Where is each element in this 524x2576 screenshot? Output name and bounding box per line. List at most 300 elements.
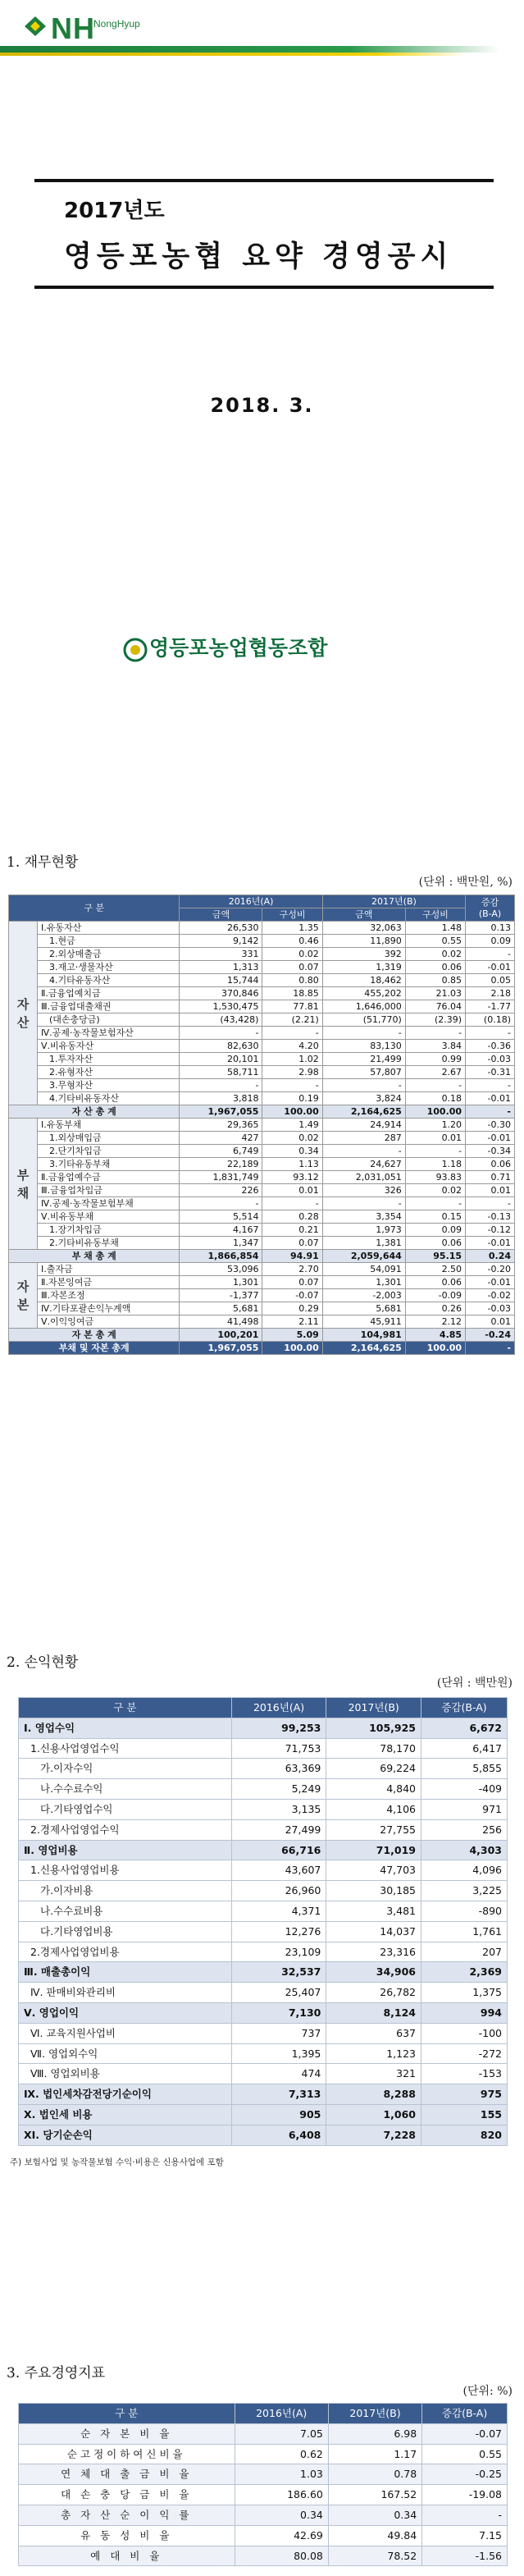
table-row bbox=[9, 1210, 515, 1224]
financial-status-table bbox=[8, 895, 515, 1355]
cell-value: 0.71 bbox=[466, 1171, 515, 1184]
total-value: 100,201 bbox=[180, 1329, 262, 1342]
cell-value: 53,096 bbox=[180, 1263, 262, 1276]
row-label: Ⅲ.금융업차입금 bbox=[38, 1184, 180, 1197]
cell-value: 15,744 bbox=[180, 974, 262, 987]
cell-value: 5,249 bbox=[231, 1779, 326, 1800]
table-row bbox=[9, 1276, 515, 1289]
row-label: Ⅹ. 법인세 비용 bbox=[19, 2104, 232, 2125]
cell-value: 3,354 bbox=[322, 1210, 405, 1224]
total-value: 1,967,055 bbox=[180, 1105, 262, 1119]
row-label: Ⅲ. 매출총이익 bbox=[19, 1962, 232, 1983]
table-row bbox=[9, 1027, 515, 1040]
row-label: Ⅷ. 영업외비용 bbox=[19, 2064, 232, 2084]
cell-value: 226 bbox=[180, 1184, 262, 1197]
table-row bbox=[19, 2444, 508, 2464]
table-row bbox=[19, 1942, 508, 1962]
cell-value: 34,906 bbox=[326, 1962, 421, 1983]
cell-value: 0.02 bbox=[405, 1184, 465, 1197]
cell-value: 2,031,051 bbox=[322, 1171, 405, 1184]
row-label: 1.현금 bbox=[38, 935, 180, 948]
row-label: 1.신용사업영업비용 bbox=[19, 1860, 232, 1881]
cell-value: 1,530,475 bbox=[180, 1000, 262, 1013]
cell-value: 7.05 bbox=[235, 2423, 328, 2444]
cell-value: 0.34 bbox=[235, 2505, 328, 2525]
cell-value: -0.12 bbox=[466, 1224, 515, 1237]
cell-value: 27,499 bbox=[231, 1819, 326, 1840]
row-label: Ⅳ.공제·농작물보험자산 bbox=[38, 1027, 180, 1040]
cell-value: 0.55 bbox=[422, 2444, 508, 2464]
title-rule-top bbox=[34, 179, 494, 182]
row-label: Ⅰ.유동부채 bbox=[38, 1119, 180, 1132]
table-row bbox=[9, 1289, 515, 1302]
cell-value: 1,761 bbox=[421, 1921, 508, 1942]
cell-value: 1.49 bbox=[262, 1119, 322, 1132]
table-row bbox=[9, 922, 515, 935]
cell-value: - bbox=[405, 1197, 465, 1210]
table-row bbox=[19, 1738, 508, 1759]
cell-value: 14,037 bbox=[326, 1921, 421, 1942]
table-row bbox=[9, 1171, 515, 1184]
cell-value: 12,276 bbox=[231, 1921, 326, 1942]
col-header-2017: 2017년(B) bbox=[322, 895, 465, 908]
total-value: 4.85 bbox=[405, 1329, 465, 1342]
cell-value: 1.02 bbox=[262, 1053, 322, 1066]
cell-value: 207 bbox=[421, 1942, 508, 1962]
cell-value: - bbox=[180, 1197, 262, 1210]
row-label: Ⅰ.유동자산 bbox=[38, 922, 180, 935]
row-label: 가.이자수익 bbox=[19, 1759, 232, 1779]
cell-value: 0.01 bbox=[466, 1315, 515, 1329]
table-row bbox=[19, 1901, 508, 1921]
col-header-amount-2016: 금액 bbox=[180, 908, 262, 922]
row-label: 2.외상매출금 bbox=[38, 948, 180, 961]
cell-value: 47,703 bbox=[326, 1860, 421, 1881]
cell-value: 1.13 bbox=[262, 1158, 322, 1171]
title-rule-bottom bbox=[34, 286, 494, 289]
col-header-ratio-2016: 구성비 bbox=[262, 908, 322, 922]
cell-value: 0.55 bbox=[405, 935, 465, 948]
logo-text: NH bbox=[51, 11, 95, 45]
row-label: ⅩⅠ. 당기순손익 bbox=[19, 2125, 232, 2145]
row-label: Ⅸ. 법인세차감전당기순이익 bbox=[19, 2084, 232, 2105]
row-label: 유 동 성 비 율 bbox=[19, 2525, 235, 2546]
table-row bbox=[19, 2464, 508, 2485]
col-header-amount-2017: 금액 bbox=[322, 908, 405, 922]
table-row bbox=[9, 1000, 515, 1013]
cell-value: 0.28 bbox=[262, 1210, 322, 1224]
cell-value: 0.78 bbox=[328, 2464, 421, 2485]
row-label: 총 자 산 순 이 익 률 bbox=[19, 2505, 235, 2525]
total-value: 94.91 bbox=[262, 1250, 322, 1263]
cell-value: 0.85 bbox=[405, 974, 465, 987]
table-row bbox=[9, 1053, 515, 1066]
cell-value: 1.18 bbox=[405, 1158, 465, 1171]
table-row bbox=[9, 1302, 515, 1315]
cell-value: (0.18) bbox=[466, 1013, 515, 1027]
row-label: Ⅵ. 교육지원사업비 bbox=[19, 2023, 232, 2043]
cell-value: -0.01 bbox=[466, 1237, 515, 1250]
cell-value: 2.50 bbox=[405, 1263, 465, 1276]
cell-value: 57,807 bbox=[322, 1066, 405, 1079]
grand-total-value: 100.00 bbox=[262, 1342, 322, 1355]
cell-value: 392 bbox=[322, 948, 405, 961]
table-row bbox=[9, 1197, 515, 1210]
total-label: 부 채 총 계 bbox=[9, 1250, 180, 1263]
t2-header-diff: 증감(B-A) bbox=[421, 1698, 508, 1718]
col-header-category: 구 분 bbox=[9, 895, 180, 922]
cell-value: 23,316 bbox=[326, 1942, 421, 1962]
cell-value: 2.12 bbox=[405, 1315, 465, 1329]
cell-value: 0.09 bbox=[466, 935, 515, 948]
cell-value: - bbox=[180, 1079, 262, 1092]
table-row bbox=[9, 1079, 515, 1092]
cell-value: -0.01 bbox=[466, 1092, 515, 1105]
cell-value: 256 bbox=[421, 1819, 508, 1840]
cell-value: - bbox=[405, 1027, 465, 1040]
table-row bbox=[9, 974, 515, 987]
row-label: 연 체 대 출 금 비 율 bbox=[19, 2464, 235, 2485]
cell-value: (51,770) bbox=[322, 1013, 405, 1027]
table-row bbox=[19, 2525, 508, 2546]
row-label: Ⅲ.자본조정 bbox=[38, 1289, 180, 1302]
cell-value: 167.52 bbox=[328, 2485, 421, 2505]
table-row bbox=[19, 1983, 508, 2003]
cell-value: 1.35 bbox=[262, 922, 322, 935]
cell-value: 1,973 bbox=[322, 1224, 405, 1237]
table-row bbox=[19, 2084, 508, 2105]
unit-note-financial: (단위 : 백만원, %) bbox=[418, 876, 513, 889]
col-header-ratio-2017: 구성비 bbox=[405, 908, 465, 922]
row-label: Ⅳ.공제·농작물보험부채 bbox=[38, 1197, 180, 1210]
cell-value: -0.25 bbox=[422, 2464, 508, 2485]
cell-value: 45,911 bbox=[322, 1315, 405, 1329]
cell-value: 0.07 bbox=[262, 961, 322, 974]
cell-value: 6,749 bbox=[180, 1145, 262, 1158]
row-label: 1.외상매입금 bbox=[38, 1132, 180, 1145]
row-label: 1.신용사업영업수익 bbox=[19, 1738, 232, 1759]
table-row bbox=[9, 1263, 515, 1276]
row-label: 대 손 충 당 금 비 율 bbox=[19, 2485, 235, 2505]
cell-value: 77.81 bbox=[262, 1000, 322, 1013]
table-row bbox=[19, 2485, 508, 2505]
table-row bbox=[19, 2104, 508, 2125]
total-row-asset bbox=[9, 1105, 515, 1119]
cell-value: 820 bbox=[421, 2125, 508, 2145]
cell-value: -0.36 bbox=[466, 1040, 515, 1053]
row-label: Ⅱ.금융업예수금 bbox=[38, 1171, 180, 1184]
cell-value: 0.06 bbox=[466, 1158, 515, 1171]
cell-value: 1,375 bbox=[421, 1983, 508, 2003]
cell-value: 994 bbox=[421, 2002, 508, 2023]
cell-value: - bbox=[405, 1145, 465, 1158]
table-row bbox=[19, 2423, 508, 2444]
cell-value: 905 bbox=[231, 2104, 326, 2125]
table-row bbox=[19, 1881, 508, 1901]
cell-value: 4,303 bbox=[421, 1840, 508, 1860]
cell-value: 455,202 bbox=[322, 987, 405, 1000]
row-label: Ⅳ.기타포괄손익누계액 bbox=[38, 1302, 180, 1315]
cell-value: 11,890 bbox=[322, 935, 405, 948]
cell-value: -890 bbox=[421, 1901, 508, 1921]
total-row-debt bbox=[9, 1250, 515, 1263]
cell-value: 287 bbox=[322, 1132, 405, 1145]
cell-value: 1,319 bbox=[322, 961, 405, 974]
cell-value: - bbox=[422, 2505, 508, 2525]
total-value: -0.24 bbox=[466, 1329, 515, 1342]
cell-value: 2.18 bbox=[466, 987, 515, 1000]
table-row bbox=[9, 961, 515, 974]
cell-value: -100 bbox=[421, 2023, 508, 2043]
row-label: 2.경제사업영업수익 bbox=[19, 1819, 232, 1840]
total-value: 100.00 bbox=[262, 1105, 322, 1119]
cell-value: 0.34 bbox=[262, 1145, 322, 1158]
row-label: 순 자 본 비 율 bbox=[19, 2423, 235, 2444]
cell-value: - bbox=[262, 1079, 322, 1092]
cell-value: 1,347 bbox=[180, 1237, 262, 1250]
cell-value: -153 bbox=[421, 2064, 508, 2084]
row-label: 4.기타유동자산 bbox=[38, 974, 180, 987]
row-label: 나.수수료수익 bbox=[19, 1779, 232, 1800]
cell-value: 29,365 bbox=[180, 1119, 262, 1132]
cell-value: 186.60 bbox=[235, 2485, 328, 2505]
cell-value: -0.20 bbox=[466, 1263, 515, 1276]
table-row bbox=[19, 1799, 508, 1819]
cell-value: 1.48 bbox=[405, 922, 465, 935]
cell-value: - bbox=[466, 1079, 515, 1092]
row-label: 2.기타비유동부채 bbox=[38, 1237, 180, 1250]
row-label: 나.수수료비용 bbox=[19, 1901, 232, 1921]
table-row bbox=[19, 1819, 508, 1840]
t3-header-2016: 2016년(A) bbox=[235, 2404, 328, 2424]
cell-value: -0.01 bbox=[466, 961, 515, 974]
row-label: Ⅴ.이익잉여금 bbox=[38, 1315, 180, 1329]
cell-value: 76.04 bbox=[405, 1000, 465, 1013]
cell-value: 4,167 bbox=[180, 1224, 262, 1237]
cell-value: 331 bbox=[180, 948, 262, 961]
cell-value: 66,716 bbox=[231, 1840, 326, 1860]
row-label: 2.유형자산 bbox=[38, 1066, 180, 1079]
cell-value: 0.46 bbox=[262, 935, 322, 948]
cell-value: 78,170 bbox=[326, 1738, 421, 1759]
cell-value: 26,530 bbox=[180, 922, 262, 935]
cell-value: 0.06 bbox=[405, 1276, 465, 1289]
row-label: Ⅱ. 영업비용 bbox=[19, 1840, 232, 1860]
cell-value: -0.13 bbox=[466, 1210, 515, 1224]
report-year: 2017년도 bbox=[64, 199, 165, 223]
cell-value: 4,106 bbox=[326, 1799, 421, 1819]
cell-value: 1.17 bbox=[328, 2444, 421, 2464]
cell-value: 637 bbox=[326, 2023, 421, 2043]
cell-value: 4,371 bbox=[231, 1901, 326, 1921]
cell-value: 0.02 bbox=[405, 948, 465, 961]
cell-value: -0.31 bbox=[466, 1066, 515, 1079]
table-row bbox=[19, 2546, 508, 2566]
row-label: 1.투자자산 bbox=[38, 1053, 180, 1066]
cell-value: 0.05 bbox=[466, 974, 515, 987]
cell-value: 6,408 bbox=[231, 2125, 326, 2145]
group-label-capital: 자 본 bbox=[9, 1263, 38, 1329]
report-title: 영등포농협 요약 경영공시 bbox=[64, 240, 453, 273]
cell-value: - bbox=[466, 1197, 515, 1210]
table-row bbox=[9, 1145, 515, 1158]
row-label: 2.단기차입금 bbox=[38, 1145, 180, 1158]
nh-emblem-icon bbox=[123, 638, 148, 662]
cell-value: - bbox=[322, 1079, 405, 1092]
cell-value: 0.15 bbox=[405, 1210, 465, 1224]
cell-value: - bbox=[322, 1027, 405, 1040]
t3-header-2017: 2017년(B) bbox=[328, 2404, 421, 2424]
cell-value: 42.69 bbox=[235, 2525, 328, 2546]
cell-value: 4,096 bbox=[421, 1860, 508, 1881]
cell-value: 7,130 bbox=[231, 2002, 326, 2023]
col-header-2016: 2016년(A) bbox=[180, 895, 322, 908]
row-label: Ⅰ. 영업수익 bbox=[19, 1718, 232, 1738]
cell-value: 2.67 bbox=[405, 1066, 465, 1079]
table-row bbox=[19, 2023, 508, 2043]
cell-value: 30,185 bbox=[326, 1881, 421, 1901]
row-label: 3.재고·생물자산 bbox=[38, 961, 180, 974]
cell-value: 22,189 bbox=[180, 1158, 262, 1171]
cell-value: 1,301 bbox=[180, 1276, 262, 1289]
cell-value: - bbox=[322, 1197, 405, 1210]
row-label: 3.무형자산 bbox=[38, 1079, 180, 1092]
cell-value: 0.29 bbox=[262, 1302, 322, 1315]
table-row bbox=[9, 1132, 515, 1145]
cell-value: 0.07 bbox=[262, 1237, 322, 1250]
cell-value: 58,711 bbox=[180, 1066, 262, 1079]
table-row bbox=[19, 2064, 508, 2084]
table-row bbox=[19, 1921, 508, 1942]
cell-value: 63,369 bbox=[231, 1759, 326, 1779]
table-row bbox=[9, 948, 515, 961]
cell-value: 3.84 bbox=[405, 1040, 465, 1053]
cell-value: 26,960 bbox=[231, 1881, 326, 1901]
cell-value: 0.02 bbox=[262, 948, 322, 961]
cell-value: 5,681 bbox=[180, 1302, 262, 1315]
cell-value: 3,135 bbox=[231, 1799, 326, 1819]
cell-value: 5,514 bbox=[180, 1210, 262, 1224]
cell-value: 49.84 bbox=[328, 2525, 421, 2546]
cell-value: 69,224 bbox=[326, 1759, 421, 1779]
total-value: 1,866,854 bbox=[180, 1250, 262, 1263]
table-row bbox=[9, 987, 515, 1000]
cell-value: 27,755 bbox=[326, 1819, 421, 1840]
grand-total-value: - bbox=[466, 1342, 515, 1355]
cell-value: 43,607 bbox=[231, 1860, 326, 1881]
cell-value: 2.11 bbox=[262, 1315, 322, 1329]
row-label: 다.기타영업비용 bbox=[19, 1921, 232, 1942]
table-row bbox=[9, 1224, 515, 1237]
cell-value: 3,481 bbox=[326, 1901, 421, 1921]
cell-value: 6,672 bbox=[421, 1718, 508, 1738]
row-label: Ⅴ.비유동자산 bbox=[38, 1040, 180, 1053]
grand-total-row bbox=[9, 1342, 515, 1355]
cell-value: 474 bbox=[231, 2064, 326, 2084]
table-row bbox=[19, 2043, 508, 2064]
total-value: 104,981 bbox=[322, 1329, 405, 1342]
cell-value: - bbox=[466, 1027, 515, 1040]
cell-value: 83,130 bbox=[322, 1040, 405, 1053]
table-row bbox=[9, 1066, 515, 1079]
grand-total-value: 100.00 bbox=[405, 1342, 465, 1355]
cell-value: 41,498 bbox=[180, 1315, 262, 1329]
cell-value: 1,395 bbox=[231, 2043, 326, 2064]
cell-value: 2,369 bbox=[421, 1962, 508, 1983]
total-value: 95.15 bbox=[405, 1250, 465, 1263]
row-label: 순고정이하여신비율 bbox=[19, 2444, 235, 2464]
cell-value: 8,288 bbox=[326, 2084, 421, 2105]
total-label: 자 본 총 계 bbox=[9, 1329, 180, 1342]
cell-value: 5,855 bbox=[421, 1759, 508, 1779]
cell-value: -0.09 bbox=[405, 1289, 465, 1302]
cell-value: 0.01 bbox=[405, 1132, 465, 1145]
group-label-debt: 부 채 bbox=[9, 1119, 38, 1250]
cell-value: 32,537 bbox=[231, 1962, 326, 1983]
cell-value: (43,428) bbox=[180, 1013, 262, 1027]
cell-value: 0.06 bbox=[405, 961, 465, 974]
cell-value: -0.34 bbox=[466, 1145, 515, 1158]
report-date: 2018. 3. bbox=[210, 394, 314, 417]
row-label: Ⅳ. 판매비와관리비 bbox=[19, 1983, 232, 2003]
cell-value: 737 bbox=[231, 2023, 326, 2043]
cell-value: 5,681 bbox=[322, 1302, 405, 1315]
cell-value: 3,824 bbox=[322, 1092, 405, 1105]
row-label: 가.이자비용 bbox=[19, 1881, 232, 1901]
cell-value: 0.80 bbox=[262, 974, 322, 987]
cell-value: 3,818 bbox=[180, 1092, 262, 1105]
organization-name-text: 영등포농업협동조합 bbox=[149, 636, 328, 660]
cell-value: 78.52 bbox=[328, 2546, 421, 2566]
cell-value: 32,063 bbox=[322, 922, 405, 935]
nh-logo-icon bbox=[23, 15, 48, 38]
table-row bbox=[19, 1759, 508, 1779]
cell-value: 0.34 bbox=[328, 2505, 421, 2525]
cell-value: 93.12 bbox=[262, 1171, 322, 1184]
cell-value: 0.18 bbox=[405, 1092, 465, 1105]
row-label: Ⅱ.자본잉여금 bbox=[38, 1276, 180, 1289]
row-label: 1.장기차입금 bbox=[38, 1224, 180, 1237]
cell-value: 23,109 bbox=[231, 1942, 326, 1962]
table-row bbox=[19, 2002, 508, 2023]
cell-value: 4,840 bbox=[326, 1779, 421, 1800]
cell-value: 1,381 bbox=[322, 1237, 405, 1250]
cell-value: 0.21 bbox=[262, 1224, 322, 1237]
total-row-capital bbox=[9, 1329, 515, 1342]
cell-value: 326 bbox=[322, 1184, 405, 1197]
row-label: 예 대 비 율 bbox=[19, 2546, 235, 2566]
cell-value: 1,831,749 bbox=[180, 1171, 262, 1184]
cell-value: -1.56 bbox=[422, 2546, 508, 2566]
table-row bbox=[9, 1119, 515, 1132]
cell-value: 0.01 bbox=[262, 1184, 322, 1197]
cell-value: 18.85 bbox=[262, 987, 322, 1000]
total-value: 100.00 bbox=[405, 1105, 465, 1119]
cell-value: 0.62 bbox=[235, 2444, 328, 2464]
cell-value: -0.07 bbox=[422, 2423, 508, 2444]
cell-value: 9,142 bbox=[180, 935, 262, 948]
cell-value: 1.03 bbox=[235, 2464, 328, 2485]
total-value: 0.24 bbox=[466, 1250, 515, 1263]
total-label: 자 산 총 계 bbox=[9, 1105, 180, 1119]
cell-value: 321 bbox=[326, 2064, 421, 2084]
row-label: Ⅰ.출자금 bbox=[38, 1263, 180, 1276]
section-title-income: 2. 손익현황 bbox=[7, 1654, 79, 1671]
header-green-stripe bbox=[0, 46, 500, 53]
income-statement-table bbox=[18, 1697, 508, 2146]
cell-value: 2.70 bbox=[262, 1263, 322, 1276]
row-label: Ⅶ. 영업외수익 bbox=[19, 2043, 232, 2064]
